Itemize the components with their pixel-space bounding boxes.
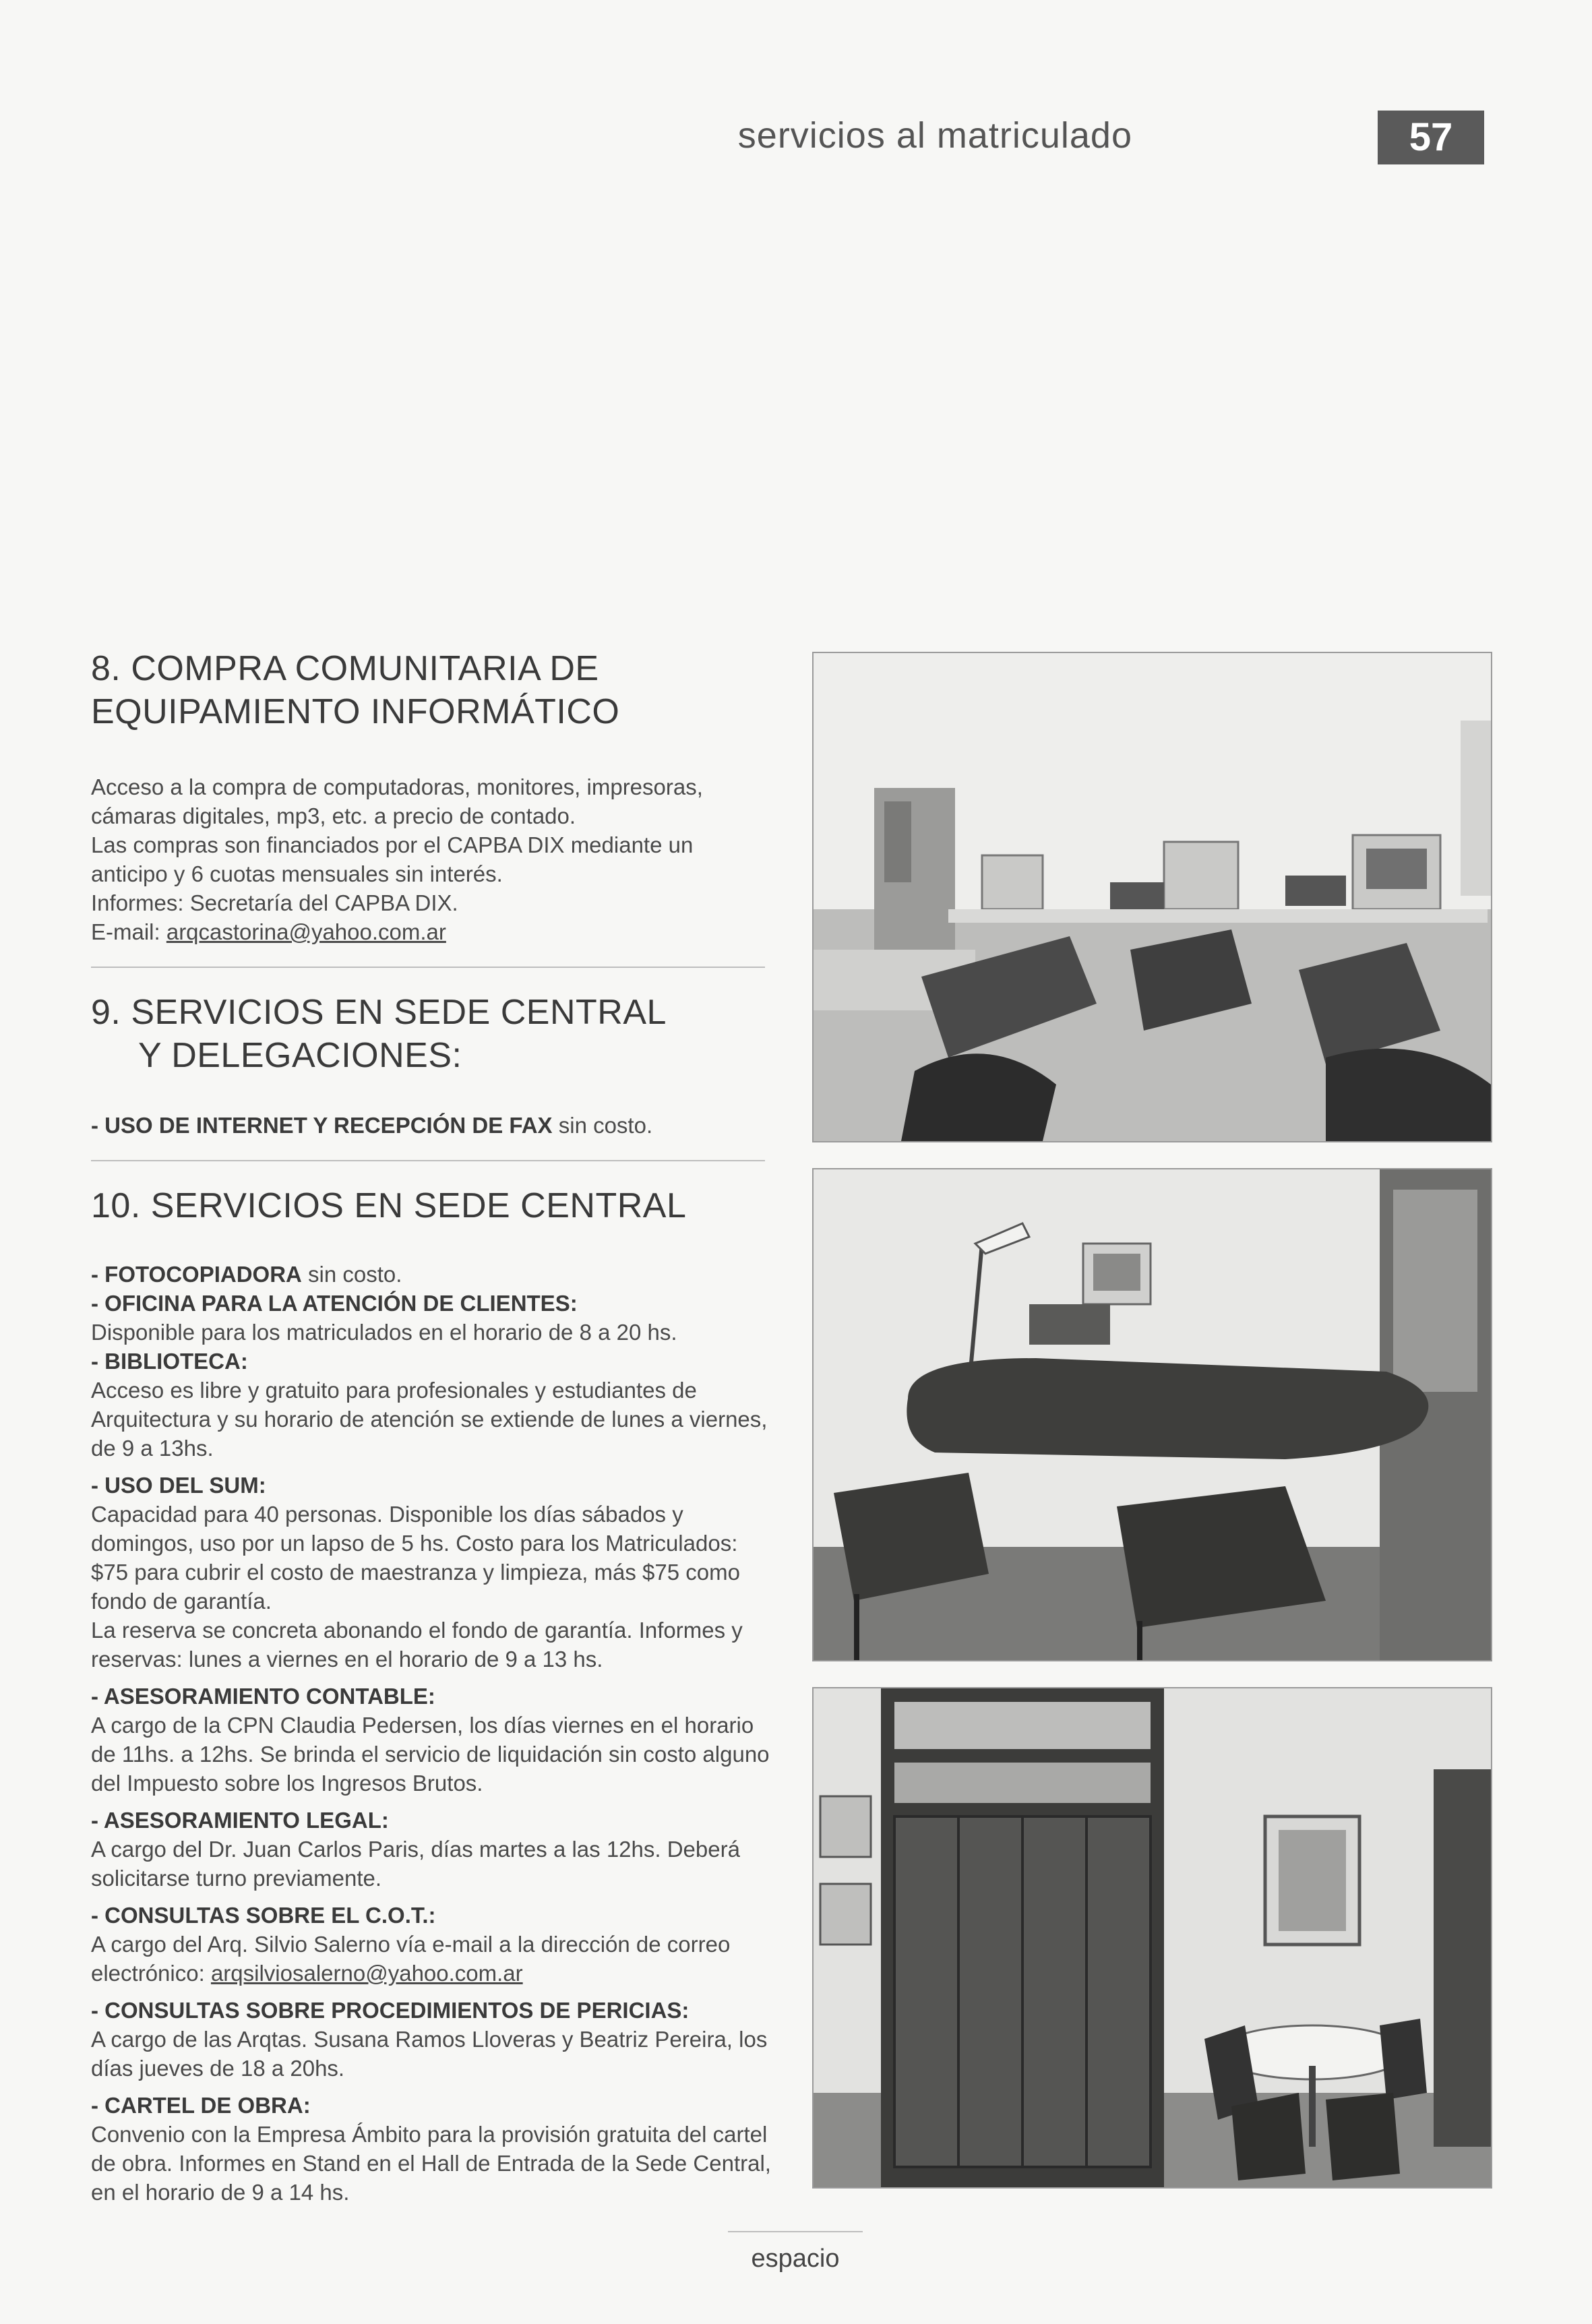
section-9-title-line-1: 9. SERVICIOS EN SEDE CENTRAL xyxy=(91,993,667,1032)
contable-label: - ASESORAMIENTO CONTABLE: xyxy=(91,1684,435,1709)
section-8 xyxy=(91,647,773,946)
section-8-title xyxy=(91,647,773,733)
section-8-title-line-2: EQUIPAMIENTO INFORMÁTICO xyxy=(91,692,620,731)
biblioteca-text: Acceso es libre y gratuito para profesionales y estudiantes de Arquitectura y su horario de atención se extiende de lunes a viernes, de 9 a 13hs. xyxy=(91,1378,768,1461)
biblioteca-label: - BIBLIOTECA: xyxy=(91,1349,248,1374)
sum-text-2: La reserva se concreta abonando el fondo de garantía. Informes y reservas: lunes a viernes en el horario de 9 a 13 hs. xyxy=(91,1618,743,1672)
oficina-label: - OFICINA PARA LA ATENCIÓN DE CLIENTES: xyxy=(91,1291,578,1316)
email-link[interactable]: arqcastorina@yahoo.com.ar xyxy=(166,919,446,944)
cartel-label: - CARTEL DE OBRA: xyxy=(91,2093,311,2118)
page-number-badge: 57 xyxy=(1378,111,1484,164)
sum-text-1: Capacidad para 40 personas. Disponible los días sábados y domingos, uso por un lapso de 5 hs. Costo para los Matriculados: $75 para cubrir el costo de maestranza y limpieza, más $75 como fondo de garantía. xyxy=(91,1502,740,1614)
section-9-title xyxy=(91,991,773,1077)
text-column xyxy=(91,647,773,2207)
cot-email-link[interactable]: arqsilviosalerno@yahoo.com.ar xyxy=(210,1961,523,1986)
running-header: servicios al matriculado xyxy=(737,115,1132,156)
pericias-text: A cargo de las Arqtas. Susana Ramos Lloveras y Beatriz Pereira, los días jueves de 18 a 20hs. xyxy=(91,2027,768,2081)
fotocopiadora-item xyxy=(91,1260,773,1289)
cot-text: A cargo del Arq. Silvio Salerno vía e-mail a la dirección de correo electrónico: xyxy=(91,1932,731,1986)
email-label: E-mail: xyxy=(91,919,166,944)
section-10-title: 10. SERVICIOS EN SEDE CENTRAL xyxy=(91,1186,687,1225)
divider xyxy=(91,967,765,968)
legal-text: A cargo del Dr. Juan Carlos Paris, días martes a las 12hs. Deberá solicitarse turno previamente. xyxy=(91,1837,740,1891)
contable-text: A cargo de la CPN Claudia Pedersen, los días viernes en el horario de 11hs. a 12hs. Se brinda el servicio de liquidación sin costo alguno del Impuesto sobre los Ingresos Brutos. xyxy=(91,1713,770,1796)
legal-label: - ASESORAMIENTO LEGAL: xyxy=(91,1808,389,1833)
photo-column xyxy=(812,652,1490,2214)
section-8-p3: Informes: Secretaría del CAPBA DIX. xyxy=(91,890,458,915)
section-10 xyxy=(91,1184,773,2207)
section-8-title-line-1: 8. COMPRA COMUNITARIA DE xyxy=(91,649,599,688)
internet-fax-text: sin costo. xyxy=(552,1113,653,1138)
internet-fax-label: - USO DE INTERNET Y RECEPCIÓN DE FAX xyxy=(91,1113,553,1138)
pericias-label: - CONSULTAS SOBRE PROCEDIMIENTOS DE PERICIAS: xyxy=(91,1998,690,2023)
divider xyxy=(91,1160,765,1161)
section-9 xyxy=(91,991,773,1140)
oficina-text: Disponible para los matriculados en el horario de 8 a 20 hs. xyxy=(91,1320,677,1345)
cot-label: - CONSULTAS SOBRE EL C.O.T.: xyxy=(91,1903,436,1928)
photo-computer-room xyxy=(812,652,1492,1142)
photo-library xyxy=(812,1687,1492,2189)
photo-office xyxy=(812,1168,1492,1661)
sum-label: - USO DEL SUM: xyxy=(91,1473,266,1498)
section-8-email-line xyxy=(91,917,773,946)
cartel-text: Convenio con la Empresa Ámbito para la provisión gratuita del cartel de obra. Informes en Stand en el Hall de Entrada de la Sede Central, en el horario de 9 a 14 hs. xyxy=(91,2122,771,2205)
section-9-title-line-2: Y DELEGACIONES: xyxy=(138,1036,462,1075)
section-8-p1: Acceso a la compra de computadoras, monitores, impresoras, cámaras digitales, mp3, etc. a precio de contado. xyxy=(91,774,703,828)
section-8-p2: Las compras son financiados por el CAPBA DIX mediante un anticipo y 6 cuotas mensuales sin interés. xyxy=(91,832,694,886)
section-9-item xyxy=(91,1111,773,1140)
cot-item xyxy=(91,1930,773,1988)
fotocopiadora-label: - FOTOCOPIADORA xyxy=(91,1262,302,1287)
fotocopiadora-text: sin costo. xyxy=(301,1262,402,1287)
footer-magazine-name: espacio xyxy=(728,2231,863,2273)
